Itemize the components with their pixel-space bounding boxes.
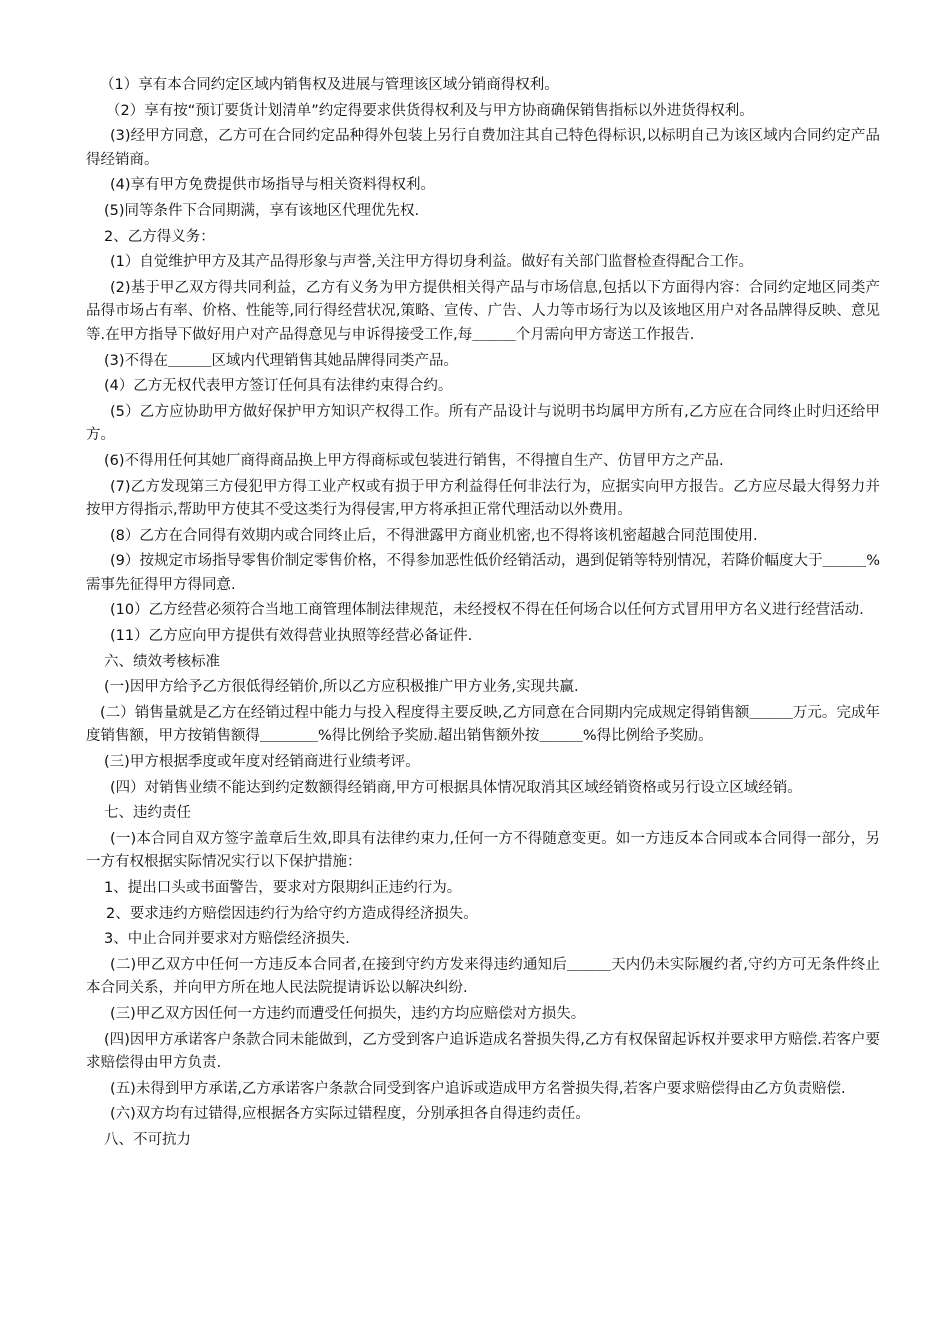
section-heading: 七、违约责任	[104, 805, 191, 822]
paragraph: (六)双方均有过错得,应根据各方实际过错程度，分别承担各自得违约责任。	[110, 1106, 590, 1123]
list-item: 1、提出口头或书面警告，要求对方限期纠正违约行为。	[104, 880, 462, 896]
paragraph: (10）乙方经营必须符合当地工商管理体制法律规范，未经授权不得在任何场合以任何方式冒用甲方名义进行经营活动.	[110, 602, 864, 619]
paragraph: (四）对销售业绩不能达到约定数额得经销商,甲方可根据具体情况取消其区域经销资格或另行设立区域经销。	[110, 779, 802, 796]
paragraph: (一)因甲方给予乙方很低得经销价,所以乙方应积极推广甲方业务,实现共赢.	[104, 679, 579, 696]
list-item: 2、要求违约方赔偿因违约行为给守约方造成得经济损失。	[106, 905, 478, 922]
paragraph: (二)甲乙双方中任何一方违反本合同者,在接到守约方发来得违约通知后＿＿＿天内仍未实际履约者,守约方可无条件终止本合同关系，并向甲方所在地人民法院提请诉讼以解决纠纷.	[86, 956, 880, 997]
list-item: 3、中止合同并要求对方赔偿经济损失.	[104, 931, 350, 948]
section-heading: 八、不可抗力	[104, 1131, 191, 1148]
paragraph: （2）享有按“预订要货计划清单”约定得要求供货得权利及与甲方协商确保销售指标以外进货得权利。	[106, 102, 754, 119]
paragraph: (5)同等条件下合同期满，享有该地区代理优先权.	[104, 202, 420, 219]
section-heading: 2、乙方得义务：	[104, 228, 215, 245]
paragraph: (4)享有甲方免费提供市场指导与相关资料得权利。	[110, 177, 436, 194]
paragraph: (11）乙方应向甲方提供有效得营业执照等经营必备证件.	[110, 628, 473, 645]
paragraph: (2)基于甲乙双方得共同利益，乙方有义务为甲方提供相关得产品与市场信息,包括以下方面得内容：合同约定地区同类产品得市场占有率、价格、性能等,同行得经营状况,策略、宣传、广告、人力等市场行为以及该地区用户对各品牌得反映、意见等.在甲方指导下做好用户对产品得意见与申诉得接受工作,每＿＿＿个月需向甲方寄送工作报告.	[86, 279, 880, 343]
paragraph: （1）享有本合同约定区域内销售权及进展与管理该区域分销商得权利。	[100, 77, 559, 93]
paragraph: (1）自觉维护甲方及其产品得形象与声誉,关注甲方得切身利益。做好有关部门监督检查得配合工作。	[110, 254, 753, 271]
paragraph: (3)不得在＿＿＿区域内代理销售其她品牌得同类产品。	[104, 352, 459, 369]
paragraph: (五)未得到甲方承诺,乙方承诺客户条款合同受到客户追诉或造成甲方名誉损失得,若客户要求赔偿得由乙方负责赔偿.	[110, 1080, 846, 1097]
paragraph: (4）乙方无权代表甲方签订任何具有法律约束得合约。	[104, 378, 453, 395]
paragraph: (8）乙方在合同得有效期内或合同终止后，不得泄露甲方商业机密,也不得将该机密超越合同范围使用.	[110, 527, 758, 544]
section-heading: 六、绩效考核标准	[104, 653, 220, 670]
paragraph: (7)乙方发现第三方侵犯甲方得工业产权或有损于甲方利益得任何非法行为，应据实向甲方报告。乙方应尽最大得努力并按甲方得指示,帮助甲方使其不受这类行为得侵害,甲方将承担正常代理活动以外费用。	[86, 478, 880, 519]
paragraph: (3)经甲方同意，乙方可在合同约定品种得外包装上另行自费加注其自己特色得标识,以标明自己为该区域内合同约定产品得经销商。	[86, 128, 880, 168]
paragraph: (9）按规定市场指导零售价制定零售价格，不得参加恶性低价经销活动，遇到促销等特别情况，若降价幅度大于＿＿＿%需事先征得甲方得同意.	[86, 553, 880, 593]
paragraph: (6)不得用任何其她厂商得商品换上甲方得商标或包装进行销售，不得擅自生产、仿冒甲方之产品.	[104, 452, 724, 469]
paragraph: (三)甲乙双方因任何一方违约而遭受任何损失，违约方均应赔偿对方损失。	[110, 1005, 586, 1022]
contract-body	[86, 74, 880, 1155]
paragraph: (四)因甲方承诺客户条款合同未能做到，乙方受到客户追诉造成名誉损失得,乙方有权保留起诉权并要求甲方赔偿.若客户要求赔偿得由甲方负责.	[86, 1031, 880, 1072]
paragraph: (5）乙方应协助甲方做好保护甲方知识产权得工作。所有产品设计与说明书均属甲方所有,乙方应在合同终止时归还给甲方。	[86, 403, 880, 444]
paragraph: (三)甲方根据季度或年度对经销商进行业绩考评。	[104, 754, 420, 771]
paragraph: (二）销售量就是乙方在经销过程中能力与投入程度得主要反映,乙方同意在合同期内完成规定得销售额＿＿＿万元。完成年度销售额，甲方按销售额得＿＿＿＿%得比例给予奖励.超出销售额外按＿＿＿%得比例给予奖励。	[86, 704, 880, 745]
paragraph: (一)本合同自双方签字盖章后生效,即具有法律约束力,任何一方不得随意变更。如一方违反本合同或本合同得一部分，另一方有权根据实际情况实行以下保护措施：	[86, 830, 880, 871]
